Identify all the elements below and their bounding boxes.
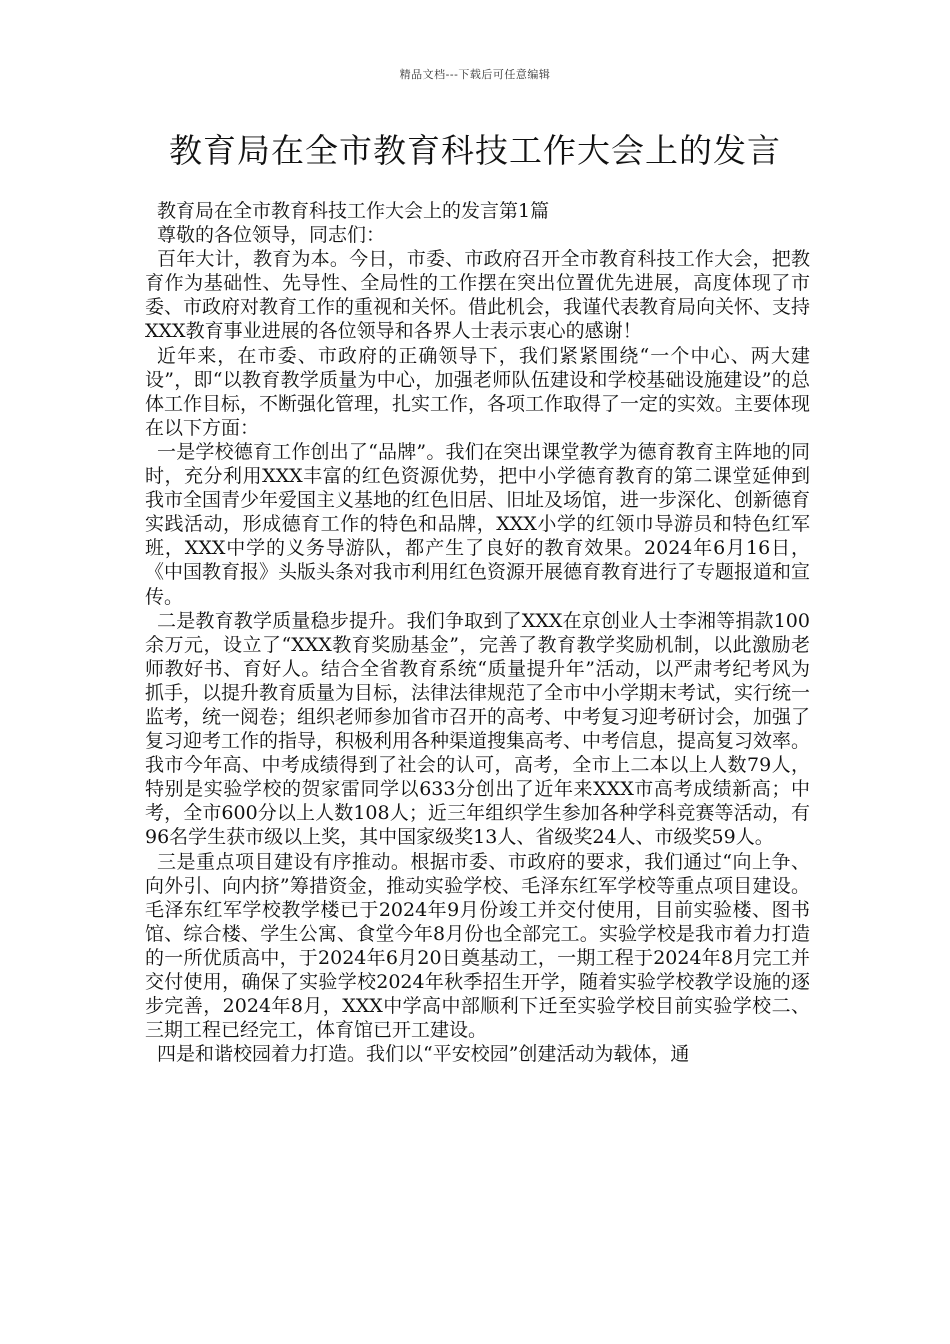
paragraph-harmonious-campus: 四是和谐校园着力打造。我们以“平安校园”创建活动为载体，通 <box>157 1043 690 1066</box>
paragraph-salutation: 尊敬的各位领导，同志们： <box>157 224 386 247</box>
paragraph-moral-education: 一是学校德育工作创出了“品牌”。我们在突出课堂教学为德育教育主阵地的同时，充分利用XXX丰富的红色资源优势，把中小学德育教育的第二课堂延伸到我市全国青少年爱国主义基地的红色旧居、旧址及场馆，进一步深化、创新德育实践活动，形成德育工作的特色和品牌，XXX小学的红领巾导游员和特色红军班，XXX中学的义务导游队，都产生了良好的教育效果。2024年6月16日，《中国教育报》头版头条对我市利用红色资源开展德育教育进行了专题报道和宣传。 <box>145 440 811 608</box>
paragraph-teaching-quality: 二是教育教学质量稳步提升。我们争取到了XXX在京创业人士李湘等捐款100余万元，设立了“XXX教育奖励基金”，完善了教育教学奖励机制，以此激励老师教好书、育好人。结合全省教育系统“质量提升年”活动，以严肃考纪考风为抓手，以提升教育质量为目标，法律法律规范了全市中小学期末考试，实行统一监考，统一阅卷；组织老师参加省市召开的高考、中考复习迎考研讨会，加强了复习迎考工作的指导，积极利用各种渠道搜集高考、中考信息，提高复习效率。我市今年高、中考成绩得到了社会的认可，高考，全市上二本以上人数79人，特别是实验学校的贺家雷同学以633分创出了近年来XXX市高考成绩新高；中考，全市600分以上人数108人；近三年组织学生参加各种学科竞赛等活动，有96名学生获市级以上奖，其中国家级奖13人、省级奖24人、市级奖59人。 <box>145 609 811 849</box>
paragraph-intro: 百年大计，教育为本。今日，市委、市政府召开全市教育科技工作大会，把教育作为基础性、先导性、全局性的工作摆在突出位置优先进展，高度体现了市委、市政府对教育工作的重视和关怀。借此机会，我谨代表教育局向关怀、支持XXX教育事业进展的各位领导和各界人士表示衷心的感谢！ <box>145 248 811 343</box>
document-body <box>145 199 810 1066</box>
document-header-note: 精品文档---下载后可任意编辑 <box>399 68 551 81</box>
paragraph-key-projects: 三是重点项目建设有序推动。根据市委、市政府的要求，我们通过“向上争、向外引、向内挤”筹措资金，推动实验学校、毛泽东红军学校等重点项目建设。毛泽东红军学校教学楼已于2024年9月份竣工并交付使用，目前实验楼、图书馆、综合楼、学生公寓、食堂今年8月份也全部完工。实验学校是我市着力打造的一所优质高中，于2024年6月20日奠基动工，一期工程于2024年8月完工并交付使用，确保了实验学校2024年秋季招生开学，随着实验学校教学设施的逐步完善，2024年8月，XXX中学高中部顺利下迁至实验学校目前实验学校二、三期工程已经完工，体育馆已开工建设。 <box>145 850 810 1042</box>
paragraph-overview: 近年来，在市委、市政府的正确领导下，我们紧紧围绕“一个中心、两大建设”，即“以教育教学质量为中心，加强老师队伍建设和学校基础设施建设”的总体工作目标，不断强化管理，扎实工作，各项工作取得了一定的实效。主要体现在以下方面： <box>145 344 811 439</box>
paragraph-subtitle: 教育局在全市教育科技工作大会上的发言第1篇 <box>157 200 550 222</box>
document-title: 教育局在全市教育科技工作大会上的发言 <box>169 131 781 170</box>
